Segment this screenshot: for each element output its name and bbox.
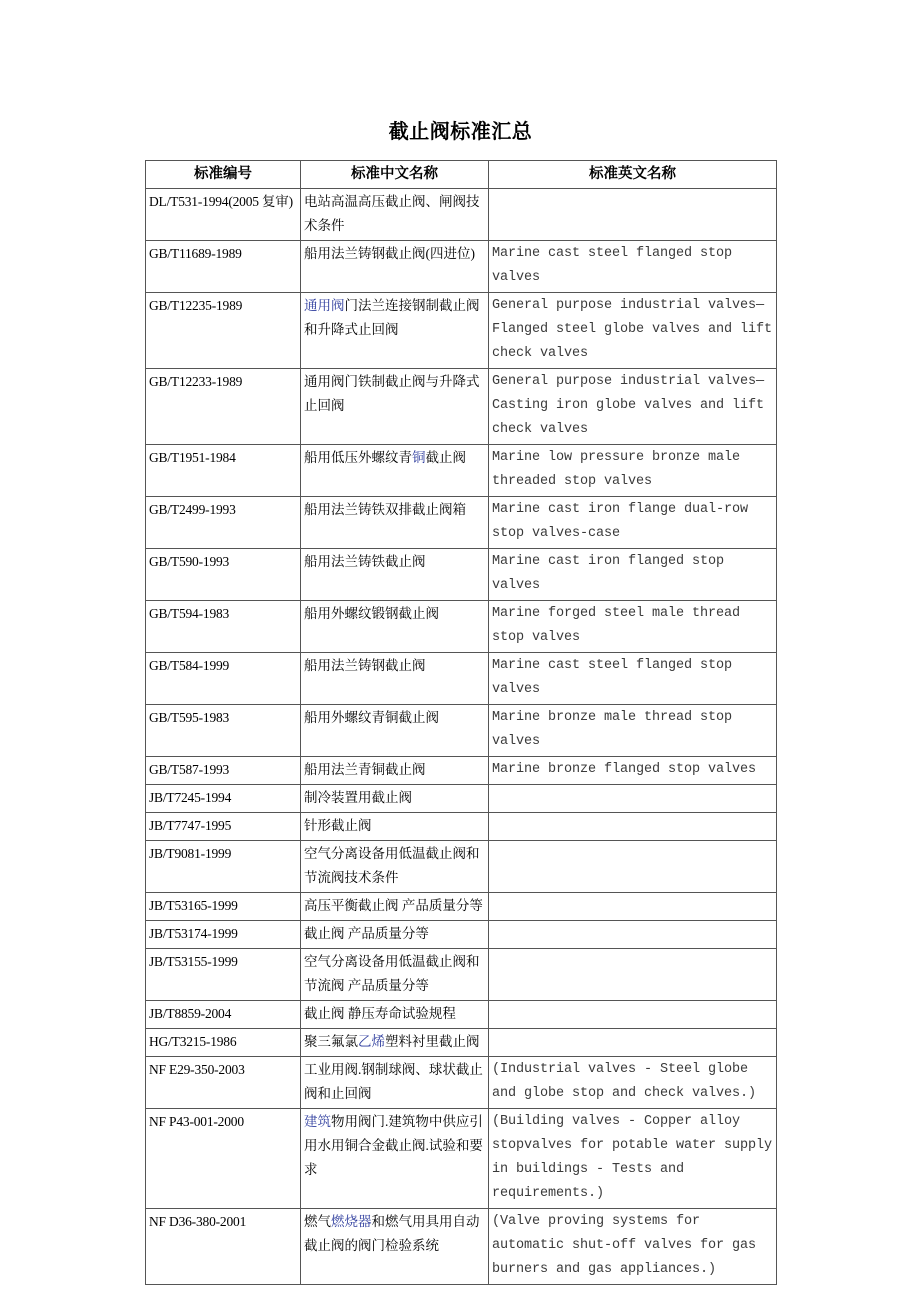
cell-english-name: (Valve proving systems for automatic shut-off valves for gas burners and gas appliances.) xyxy=(489,1209,777,1285)
cell-standard-code: GB/T2499-1993 xyxy=(146,497,301,549)
cell-english-name xyxy=(489,893,777,921)
chinese-name-text: 门法兰连接钢制截止阀和升降式止回阀 xyxy=(304,298,480,337)
table-row xyxy=(146,241,777,293)
cell-chinese-name xyxy=(301,1001,489,1029)
cell-english-name xyxy=(489,189,777,241)
chinese-name-text: 燃气 xyxy=(304,1214,331,1229)
cell-english-name: Marine forged steel male thread stop valves xyxy=(489,601,777,653)
cell-chinese-name xyxy=(301,949,489,1001)
cell-english-name xyxy=(489,813,777,841)
cell-english-name xyxy=(489,841,777,893)
chinese-name-text: 空气分离设备用低温截止阀和节流阀 产品质量分等 xyxy=(304,954,480,993)
table-row xyxy=(146,445,777,497)
table-row xyxy=(146,1209,777,1285)
cell-chinese-name xyxy=(301,921,489,949)
table-row xyxy=(146,757,777,785)
cell-english-name xyxy=(489,1001,777,1029)
cell-standard-code: GB/T584-1999 xyxy=(146,653,301,705)
chinese-name-link[interactable]: 乙烯 xyxy=(358,1034,385,1049)
cell-english-name: Marine cast iron flanged stop valves xyxy=(489,549,777,601)
table-row xyxy=(146,653,777,705)
cell-standard-code: NF P43-001-2000 xyxy=(146,1109,301,1209)
chinese-name-text: 空气分离设备用低温截止阀和节流阀技术条件 xyxy=(304,846,480,885)
cell-chinese-name xyxy=(301,1109,489,1209)
cell-chinese-name xyxy=(301,1029,489,1057)
chinese-name-text: 物用阀门.建筑物中供应引用水用铜合金截止阀.试验和要求 xyxy=(304,1114,483,1177)
cell-chinese-name xyxy=(301,893,489,921)
cell-english-name: Marine cast steel flanged stop valves xyxy=(489,653,777,705)
table-row xyxy=(146,497,777,549)
table-row xyxy=(146,1057,777,1109)
cell-standard-code: GB/T12233-1989 xyxy=(146,369,301,445)
chinese-name-text: 塑料衬里截止阀 xyxy=(385,1034,480,1049)
chinese-name-text: 工业用阀.钢制球阀、球状截止阀和止回阀 xyxy=(304,1062,483,1101)
cell-chinese-name xyxy=(301,785,489,813)
cell-chinese-name xyxy=(301,813,489,841)
cell-standard-code: GB/T590-1993 xyxy=(146,549,301,601)
chinese-name-link[interactable]: 铜 xyxy=(412,450,426,465)
cell-standard-code: JB/T7245-1994 xyxy=(146,785,301,813)
cell-english-name xyxy=(489,1029,777,1057)
cell-english-name: General purpose industrial valves—Flanged steel globe valves and lift check valves xyxy=(489,293,777,369)
chinese-name-text: 船用法兰青铜截止阀 xyxy=(304,762,426,777)
cell-english-name xyxy=(489,949,777,1001)
cell-standard-code: HG/T3215-1986 xyxy=(146,1029,301,1057)
cell-english-name xyxy=(489,785,777,813)
cell-standard-code: GB/T587-1993 xyxy=(146,757,301,785)
cell-standard-code: JB/T8859-2004 xyxy=(146,1001,301,1029)
chinese-name-text: 通用阀门铁制截止阀与升降式止回阀 xyxy=(304,374,480,413)
table-row xyxy=(146,813,777,841)
chinese-name-text: 截止阀 静压寿命试验规程 xyxy=(304,1006,456,1021)
chinese-name-link[interactable]: 通用阀 xyxy=(304,298,345,313)
cell-chinese-name xyxy=(301,369,489,445)
table-header-row xyxy=(146,161,777,189)
cell-standard-code: JB/T53155-1999 xyxy=(146,949,301,1001)
cell-chinese-name xyxy=(301,705,489,757)
cell-english-name: Marine low pressure bronze male threaded stop valves xyxy=(489,445,777,497)
cell-standard-code: JB/T9081-1999 xyxy=(146,841,301,893)
cell-english-name: (Building valves - Copper alloy stopvalves for potable water supply in buildings - Tests and requirements.) xyxy=(489,1109,777,1209)
cell-standard-code: GB/T1951-1984 xyxy=(146,445,301,497)
table-row xyxy=(146,189,777,241)
chinese-name-text: 船用法兰铸钢截止阀 xyxy=(304,658,426,673)
cell-standard-code: NF E29-350-2003 xyxy=(146,1057,301,1109)
cell-english-name: Marine cast steel flanged stop valves xyxy=(489,241,777,293)
table-row xyxy=(146,1109,777,1209)
chinese-name-link[interactable]: 建筑 xyxy=(304,1114,331,1129)
column-header-code: 标准编号 xyxy=(146,161,301,189)
cell-standard-code: GB/T594-1983 xyxy=(146,601,301,653)
cell-chinese-name xyxy=(301,549,489,601)
table-row xyxy=(146,601,777,653)
chinese-name-text: 船用低压外螺纹青 xyxy=(304,450,412,465)
column-header-chinese: 标准中文名称 xyxy=(301,161,489,189)
table-row xyxy=(146,1029,777,1057)
cell-standard-code: NF D36-380-2001 xyxy=(146,1209,301,1285)
chinese-name-text: 针形截止阀 xyxy=(304,818,372,833)
chinese-name-text: 电站高温高压截止阀、闸阀技术条件 xyxy=(304,194,480,233)
chinese-name-text: 船用外螺纹青铜截止阀 xyxy=(304,710,439,725)
cell-standard-code: GB/T595-1983 xyxy=(146,705,301,757)
cell-english-name: Marine bronze male thread stop valves xyxy=(489,705,777,757)
cell-chinese-name xyxy=(301,1209,489,1285)
cell-chinese-name xyxy=(301,241,489,293)
chinese-name-text: 制冷装置用截止阀 xyxy=(304,790,412,805)
cell-standard-code: GB/T11689-1989 xyxy=(146,241,301,293)
cell-english-name: (Industrial valves - Steel globe and globe stop and check valves.) xyxy=(489,1057,777,1109)
chinese-name-text: 船用外螺纹锻钢截止阀 xyxy=(304,606,439,621)
chinese-name-text: 高压平衡截止阀 产品质量分等 xyxy=(304,898,483,913)
table-row xyxy=(146,841,777,893)
column-header-english: 标准英文名称 xyxy=(489,161,777,189)
page-title: 截止阀标准汇总 xyxy=(388,121,533,143)
cell-standard-code: JB/T7747-1995 xyxy=(146,813,301,841)
chinese-name-text: 截止阀 xyxy=(425,450,466,465)
table-row xyxy=(146,785,777,813)
table-row xyxy=(146,549,777,601)
cell-english-name: Marine bronze flanged stop valves xyxy=(489,757,777,785)
table-row xyxy=(146,705,777,757)
chinese-name-text: 船用法兰铸铁截止阀 xyxy=(304,554,426,569)
cell-chinese-name xyxy=(301,497,489,549)
table-row xyxy=(146,293,777,369)
table-row xyxy=(146,949,777,1001)
cell-chinese-name xyxy=(301,653,489,705)
chinese-name-text: 和燃气用具用自动截止阀的阀门检验系统 xyxy=(304,1214,480,1253)
table-row xyxy=(146,921,777,949)
table-header xyxy=(146,161,777,189)
cell-english-name xyxy=(489,921,777,949)
cell-standard-code: DL/T531-1994(2005 复审) xyxy=(146,189,301,241)
standards-table xyxy=(145,160,777,1285)
cell-chinese-name xyxy=(301,293,489,369)
chinese-name-text: 聚三氟氯 xyxy=(304,1034,358,1049)
chinese-name-link[interactable]: 燃烧器 xyxy=(331,1214,372,1229)
cell-chinese-name xyxy=(301,1057,489,1109)
chinese-name-text: 截止阀 产品质量分等 xyxy=(304,926,429,941)
cell-standard-code: JB/T53174-1999 xyxy=(146,921,301,949)
chinese-name-text: 船用法兰铸铁双排截止阀箱 xyxy=(304,502,466,517)
chinese-name-text: 船用法兰铸钢截止阀(四进位) xyxy=(304,246,475,261)
cell-chinese-name xyxy=(301,601,489,653)
cell-chinese-name xyxy=(301,445,489,497)
cell-chinese-name xyxy=(301,189,489,241)
table-row xyxy=(146,369,777,445)
cell-standard-code: GB/T12235-1989 xyxy=(146,293,301,369)
cell-english-name: Marine cast iron flange dual-row stop valves-case xyxy=(489,497,777,549)
table-row xyxy=(146,893,777,921)
cell-standard-code: JB/T53165-1999 xyxy=(146,893,301,921)
cell-english-name: General purpose industrial valves—Casting iron globe valves and lift check valves xyxy=(489,369,777,445)
cell-chinese-name xyxy=(301,757,489,785)
table-row xyxy=(146,1001,777,1029)
cell-chinese-name xyxy=(301,841,489,893)
table-body xyxy=(146,189,777,1285)
